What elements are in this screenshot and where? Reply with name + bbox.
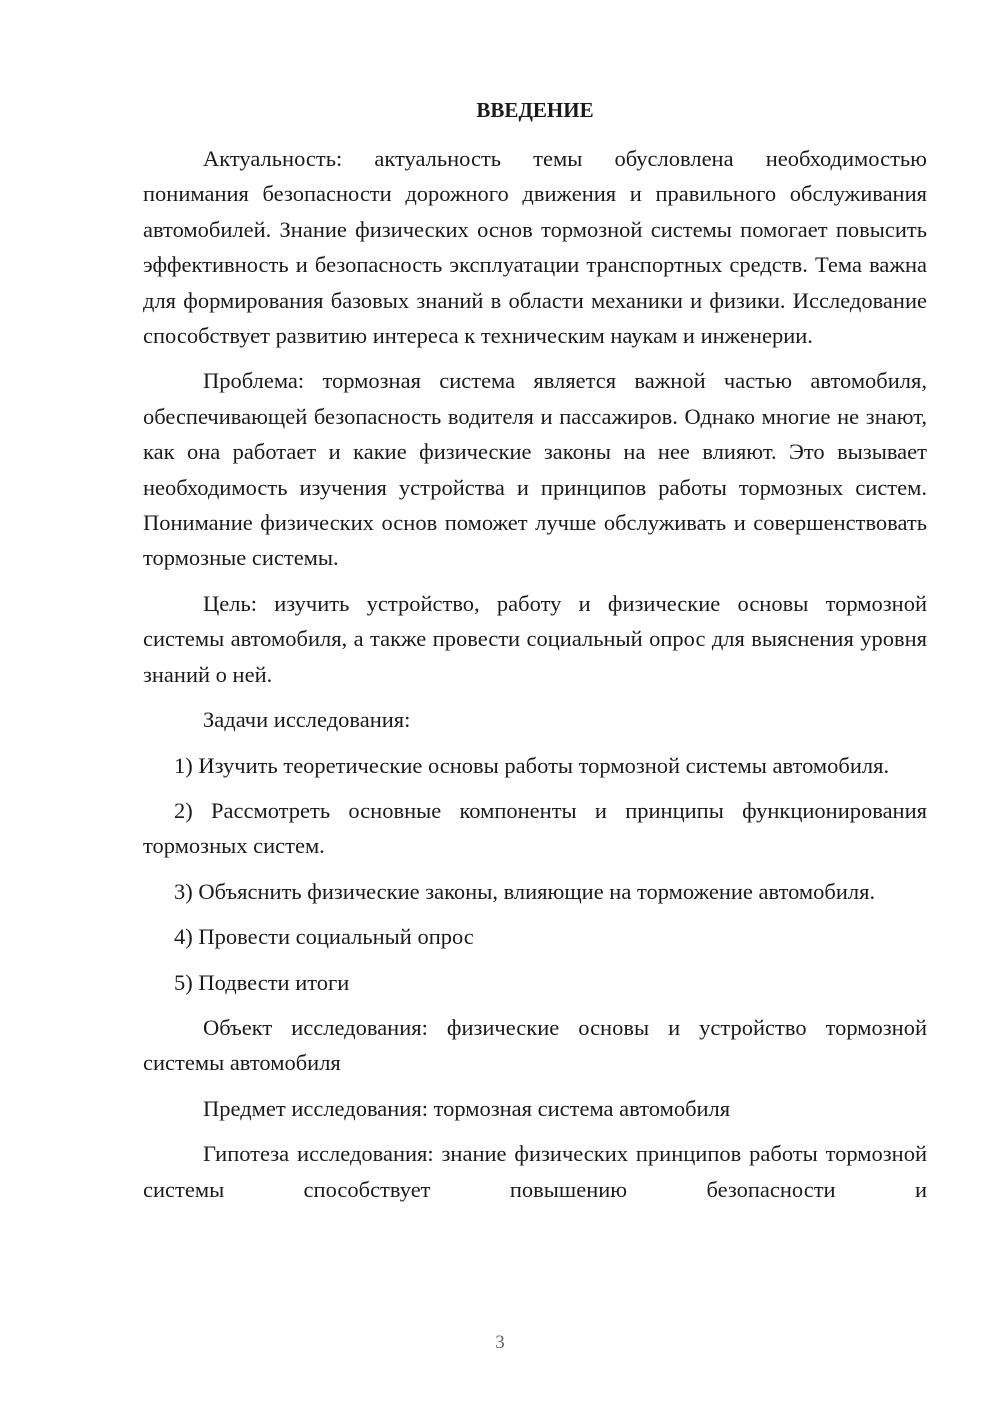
task-item-2: 2) Рассмотреть основные компоненты и принципы функционирования тормозных систем. — [143, 797, 927, 859]
relevance-paragraph: Актуальность: актуальность темы обусловлена необходимостью понимания безопасности дорожного движения и правильного обслуживания автомобилей. Знание физических основ тормозной системы помогает повысить эффективность и безопасность эксплуатации транспортных средств. Тема важна для формирования базовых знаний в области механики и физики. Исследование способствует развитию интереса к техническим наукам и инженерии. — [143, 146, 927, 349]
object-paragraph: Объект исследования: физические основы и устройство тормозной системы автомобиля — [143, 1014, 927, 1076]
task-item-5: 5) Подвести итоги — [174, 969, 350, 995]
section-heading: ВВЕДЕНИЕ — [476, 98, 594, 122]
problem-paragraph: Проблема: тормозная система является важной частью автомобиля, обеспечивающей безопасность водителя и пассажиров. Однако многие не знают, как она работает и какие физические законы на нее влияют. Это вызывает необходимость изучения устройства и принципов работы тормозных систем. Понимание физических основ поможет лучше обслуживать и совершенствовать тормозные системы. — [143, 368, 927, 571]
goal-paragraph: Цель: изучить устройство, работу и физические основы тормозной системы автомобиля, а также провести социальный опрос для выяснения уровня знаний о ней. — [143, 590, 927, 687]
task-item-4: 4) Провести социальный опрос — [174, 924, 474, 950]
task-item-3: 3) Объяснить физические законы, влияющие на торможение автомобиля. — [174, 878, 876, 904]
hypothesis-paragraph: Гипотеза исследования: знание физических принципов работы тормозной системы способствует повышению безопасности и — [143, 1141, 927, 1202]
page-number: 3 — [495, 1332, 505, 1353]
subject-paragraph: Предмет исследования: тормозная система автомобиля — [203, 1095, 731, 1121]
task-item-1: 1) Изучить теоретические основы работы тормозной системы автомобиля. — [174, 752, 890, 778]
tasks-title: Задачи исследования: — [203, 707, 411, 733]
